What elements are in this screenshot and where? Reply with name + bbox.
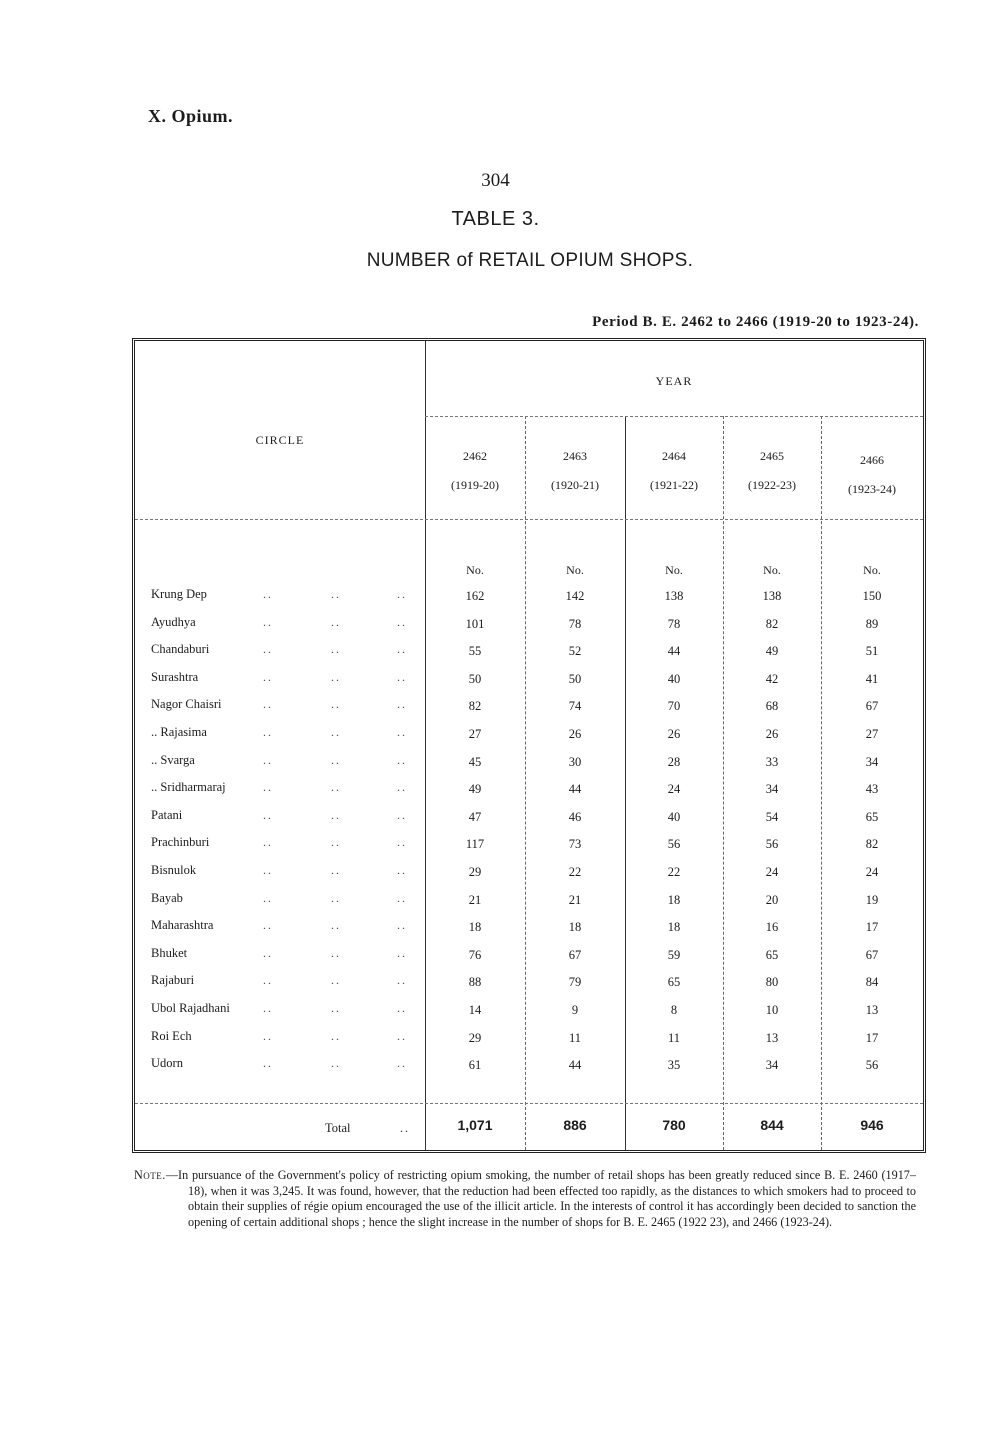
- leader-dots: ..: [263, 780, 273, 795]
- circle-name: Prachinburi: [151, 835, 210, 850]
- total-value: 780: [662, 1117, 686, 1133]
- shop-count: 27: [468, 727, 482, 741]
- leader-dots: ..: [397, 890, 407, 905]
- leader-dots: ..: [263, 642, 273, 657]
- shop-count: 78: [568, 616, 582, 631]
- shop-count: 14: [468, 1003, 482, 1017]
- table-row: [135, 863, 923, 891]
- shop-count: 67: [568, 947, 582, 962]
- circle-name: Roi Ech: [151, 1028, 192, 1043]
- shop-count: 9: [571, 1003, 579, 1017]
- shop-count: 49: [765, 644, 779, 659]
- shop-count: 70: [667, 699, 681, 714]
- leader-dots: ..: [263, 725, 273, 739]
- shop-count: 82: [865, 837, 879, 852]
- note-label: Note.: [134, 1168, 166, 1182]
- leader-dots: ..: [331, 918, 341, 933]
- shop-count: 101: [465, 616, 485, 631]
- leader-dots: ..: [331, 890, 341, 905]
- shop-count: 138: [762, 589, 782, 603]
- leader-dots: ..: [331, 835, 341, 850]
- section-heading: X. Opium.: [148, 106, 234, 126]
- shop-count: 142: [565, 589, 585, 603]
- shop-count: 162: [465, 589, 485, 603]
- leader-dots: ..: [263, 669, 273, 684]
- table-row: [135, 642, 923, 670]
- shop-count: 46: [568, 809, 582, 824]
- leader-dots: ..: [263, 835, 273, 850]
- shop-count: 34: [765, 1058, 779, 1073]
- leader-dots: ..: [397, 863, 407, 877]
- leader-dots: ..: [397, 697, 407, 712]
- shop-count: 29: [468, 865, 482, 879]
- total-value: 946: [860, 1117, 884, 1133]
- circle-name: Nagor Chaisri: [151, 697, 222, 712]
- year-ce: (1923-24): [848, 482, 896, 496]
- year-header-cell: [625, 449, 723, 493]
- total-top-rule: [135, 1103, 923, 1104]
- leader-dots: ..: [397, 669, 407, 684]
- shop-count: 40: [667, 671, 681, 686]
- leader-dots: ..: [331, 614, 341, 629]
- leader-dots: ..: [263, 1056, 273, 1071]
- leader-dots: ..: [331, 780, 341, 795]
- shop-count: 78: [667, 616, 681, 631]
- shop-count: 67: [865, 947, 879, 962]
- table-row: [135, 587, 923, 615]
- shop-count: 13: [865, 1003, 879, 1017]
- shop-count: 45: [468, 754, 482, 769]
- shop-count: 30: [568, 754, 582, 769]
- year-be: 2465: [760, 449, 784, 463]
- leader-dots: ..: [397, 835, 407, 850]
- shop-count: 17: [865, 1030, 879, 1045]
- leader-dots: ..: [331, 669, 341, 684]
- circle-name: Surashtra: [151, 669, 199, 684]
- shop-count: 22: [667, 865, 681, 879]
- table-row: [135, 1029, 923, 1057]
- shop-count: 50: [468, 671, 482, 686]
- shop-count: 24: [667, 782, 681, 797]
- circle-name: Bayab: [151, 890, 183, 905]
- leader-dots: ..: [397, 780, 407, 795]
- shop-count: 34: [765, 782, 779, 797]
- shop-count: 18: [667, 892, 681, 907]
- table-title: TABLE 3.: [451, 208, 540, 230]
- shop-count: 18: [568, 920, 582, 935]
- total-value: 1,071: [457, 1117, 493, 1133]
- shop-count: 80: [765, 975, 779, 990]
- table-row: [135, 808, 923, 836]
- shop-count: 24: [765, 865, 779, 879]
- year-ce: (1919-20): [451, 478, 499, 492]
- table-row: [135, 615, 923, 643]
- shop-count: 74: [568, 699, 582, 714]
- leader-dots: ..: [331, 807, 341, 822]
- shop-count: 44: [568, 782, 582, 797]
- circle-name: Patani: [151, 807, 183, 822]
- year-be: 2462: [463, 449, 487, 463]
- shop-count: 68: [765, 699, 779, 714]
- shop-count: 44: [667, 644, 681, 659]
- shop-count: 18: [667, 920, 681, 935]
- leader-dots: ..: [331, 642, 341, 657]
- shop-count: 20: [765, 892, 779, 907]
- leader-dots: ..: [263, 863, 273, 877]
- circle-name: Maharashtra: [151, 918, 214, 933]
- leader-dots: ..: [397, 752, 407, 767]
- unit-label: No.: [466, 563, 484, 577]
- table-row: [135, 670, 923, 698]
- shop-count: 73: [568, 837, 582, 852]
- leader-dots: ..: [263, 890, 273, 905]
- year-header-cell: [723, 449, 821, 493]
- leader-dots: ..: [397, 807, 407, 822]
- header-bottom-rule: [135, 519, 923, 520]
- shop-count: 56: [765, 837, 779, 852]
- table-note: [134, 1168, 916, 1230]
- table-row: [135, 780, 923, 808]
- leader-dots: ..: [331, 863, 341, 877]
- page-number: 304: [481, 170, 510, 191]
- year-header-cell: [821, 453, 923, 497]
- shop-count: 41: [865, 671, 879, 686]
- shop-count: 18: [468, 920, 482, 935]
- leader-dots: ..: [397, 725, 407, 739]
- year-ce: (1920-21): [551, 478, 599, 492]
- leader-dots: ..: [263, 752, 273, 767]
- leader-dots: ..: [263, 807, 273, 822]
- table-row: [135, 725, 923, 753]
- shop-count: 55: [468, 644, 482, 659]
- shop-count: 11: [568, 1030, 582, 1045]
- leader-dots: ..: [263, 918, 273, 933]
- shop-count: 138: [664, 589, 684, 603]
- shop-count: 44: [568, 1058, 582, 1073]
- shop-count: 89: [865, 616, 879, 631]
- shop-count: 54: [765, 809, 779, 824]
- shop-count: 17: [865, 920, 879, 935]
- leader-dots: ..: [263, 614, 273, 629]
- table-row: [135, 753, 923, 781]
- leader-dots: ..: [263, 697, 273, 712]
- circle-name: Udorn: [151, 1056, 183, 1071]
- shop-count: 50: [568, 671, 582, 686]
- leader-dots: ..: [263, 1028, 273, 1043]
- table-row: [135, 891, 923, 919]
- total-value: 844: [760, 1117, 784, 1133]
- leader-dots: ..: [331, 587, 341, 601]
- leader-dots: ..: [263, 973, 273, 988]
- shop-count: 65: [865, 809, 879, 824]
- leader-dots: ..: [397, 1056, 407, 1071]
- total-value: 886: [563, 1117, 587, 1133]
- shop-count: 21: [568, 892, 582, 907]
- circle-name: Bhuket: [151, 945, 188, 960]
- table-row: [135, 835, 923, 863]
- shop-count: 42: [765, 671, 779, 686]
- circle-name: Rajaburi: [151, 973, 195, 988]
- year-header-rule: [425, 416, 923, 417]
- leader-dots: ..: [331, 1001, 341, 1015]
- shop-count: 65: [667, 975, 681, 990]
- circle-name: Ubol Rajadhani: [151, 1001, 230, 1015]
- year-be: 2463: [563, 449, 587, 463]
- shop-count: 8: [670, 1003, 678, 1017]
- shop-count: 34: [865, 754, 879, 769]
- leader-dots: ..: [331, 945, 341, 960]
- shop-count: 65: [765, 947, 779, 962]
- shop-count: 82: [765, 616, 779, 631]
- leader-dots: ..: [331, 973, 341, 988]
- leader-dots: ..: [331, 752, 341, 767]
- circle-name: Chandaburi: [151, 642, 210, 657]
- leader-dots: ..: [331, 725, 341, 739]
- year-be: 2464: [662, 449, 686, 463]
- unit-label: No.: [566, 563, 584, 577]
- year-be: 2466: [860, 453, 884, 467]
- shop-count: 76: [468, 947, 482, 962]
- circle-name: .. Svarga: [151, 752, 195, 767]
- shop-count: 11: [667, 1030, 681, 1045]
- circle-name: Krung Dep: [151, 587, 207, 601]
- shop-count: 43: [865, 782, 879, 797]
- shop-count: 27: [865, 727, 879, 741]
- shop-count: 49: [468, 782, 482, 797]
- leader-dots: ..: [397, 945, 407, 960]
- table-row: [135, 946, 923, 974]
- table-subtitle: NUMBER of RETAIL OPIUM SHOPS.: [366, 250, 694, 271]
- unit-label: No.: [763, 563, 781, 577]
- year-ce: (1922-23): [748, 478, 796, 492]
- shop-count: 52: [568, 644, 582, 659]
- shop-count: 28: [667, 754, 681, 769]
- opium-shops-table: [132, 338, 926, 1153]
- total-label: Total: [325, 1121, 351, 1135]
- shop-count: 84: [865, 975, 879, 990]
- shop-count: 33: [765, 754, 779, 769]
- period-caption: Period B. E. 2462 to 2466 (1919-20 to 1923-24).: [592, 314, 919, 330]
- unit-label: No.: [863, 563, 881, 577]
- table-row: [135, 1001, 923, 1029]
- unit-label: No.: [665, 563, 683, 577]
- circle-name: Bisnulok: [151, 863, 197, 877]
- shop-count: 51: [865, 644, 879, 659]
- leader-dots: ..: [331, 1056, 341, 1071]
- shop-count: 117: [465, 837, 485, 852]
- year-header-cell: [525, 449, 625, 493]
- shop-count: 61: [468, 1058, 482, 1073]
- shop-count: 47: [468, 809, 482, 824]
- leader-dots: ..: [397, 1001, 407, 1015]
- circle-header: CIRCLE: [255, 433, 305, 447]
- shop-count: 35: [667, 1058, 681, 1073]
- circle-name: .. Rajasima: [151, 725, 207, 739]
- shop-count: 56: [667, 837, 681, 852]
- shop-count: 150: [862, 589, 882, 603]
- total-dots: ..: [400, 1121, 410, 1135]
- circle-name: .. Sridharmaraj: [151, 780, 226, 795]
- shop-count: 67: [865, 699, 879, 714]
- shop-count: 21: [468, 892, 482, 907]
- circle-name: Ayudhya: [151, 614, 196, 629]
- shop-count: 79: [568, 975, 582, 990]
- shop-count: 19: [865, 892, 879, 907]
- year-header: YEAR: [655, 374, 693, 388]
- leader-dots: ..: [397, 1028, 407, 1043]
- leader-dots: ..: [397, 587, 407, 601]
- leader-dots: ..: [397, 973, 407, 988]
- leader-dots: ..: [263, 945, 273, 960]
- shop-count: 26: [667, 727, 681, 741]
- note-text: —In pursuance of the Government's policy of restricting opium smoking, the number of retail shops has been greatly reduced since B. E. 2460 (1917–18), when it was 3,245. It was found, however, that the reduction had been effected too rapidly, as the distances to which smokers had to proceed to obtain their supplies of régie opium encouraged the use of the illicit article. In the interests of control it has accordingly been decided to sanction the opening of certain additional shops ; hence the slight increase in the number of shops for B. E. 2465 (1922 23), and 2466 (1923-24).: [165, 1168, 916, 1229]
- shop-count: 56: [865, 1058, 879, 1073]
- shop-count: 82: [468, 699, 482, 714]
- shop-count: 26: [765, 727, 779, 741]
- shop-count: 26: [568, 727, 582, 741]
- shop-count: 22: [568, 865, 582, 879]
- leader-dots: ..: [397, 614, 407, 629]
- leader-dots: ..: [263, 1001, 273, 1015]
- shop-count: 59: [667, 947, 681, 962]
- leader-dots: ..: [397, 918, 407, 933]
- shop-count: 29: [468, 1030, 482, 1045]
- table-row: [135, 973, 923, 1001]
- table-row: [135, 697, 923, 725]
- shop-count: 24: [865, 865, 879, 879]
- leader-dots: ..: [263, 587, 273, 601]
- shop-count: 40: [667, 809, 681, 824]
- year-header-cell: [425, 449, 525, 493]
- shop-count: 16: [765, 920, 779, 935]
- shop-count: 13: [765, 1030, 779, 1045]
- leader-dots: ..: [331, 697, 341, 712]
- leader-dots: ..: [331, 1028, 341, 1043]
- shop-count: 88: [468, 975, 482, 990]
- table-row: [135, 918, 923, 946]
- shop-count: 10: [765, 1003, 779, 1017]
- year-ce: (1921-22): [650, 478, 698, 492]
- table-row: [135, 1056, 923, 1084]
- leader-dots: ..: [397, 642, 407, 657]
